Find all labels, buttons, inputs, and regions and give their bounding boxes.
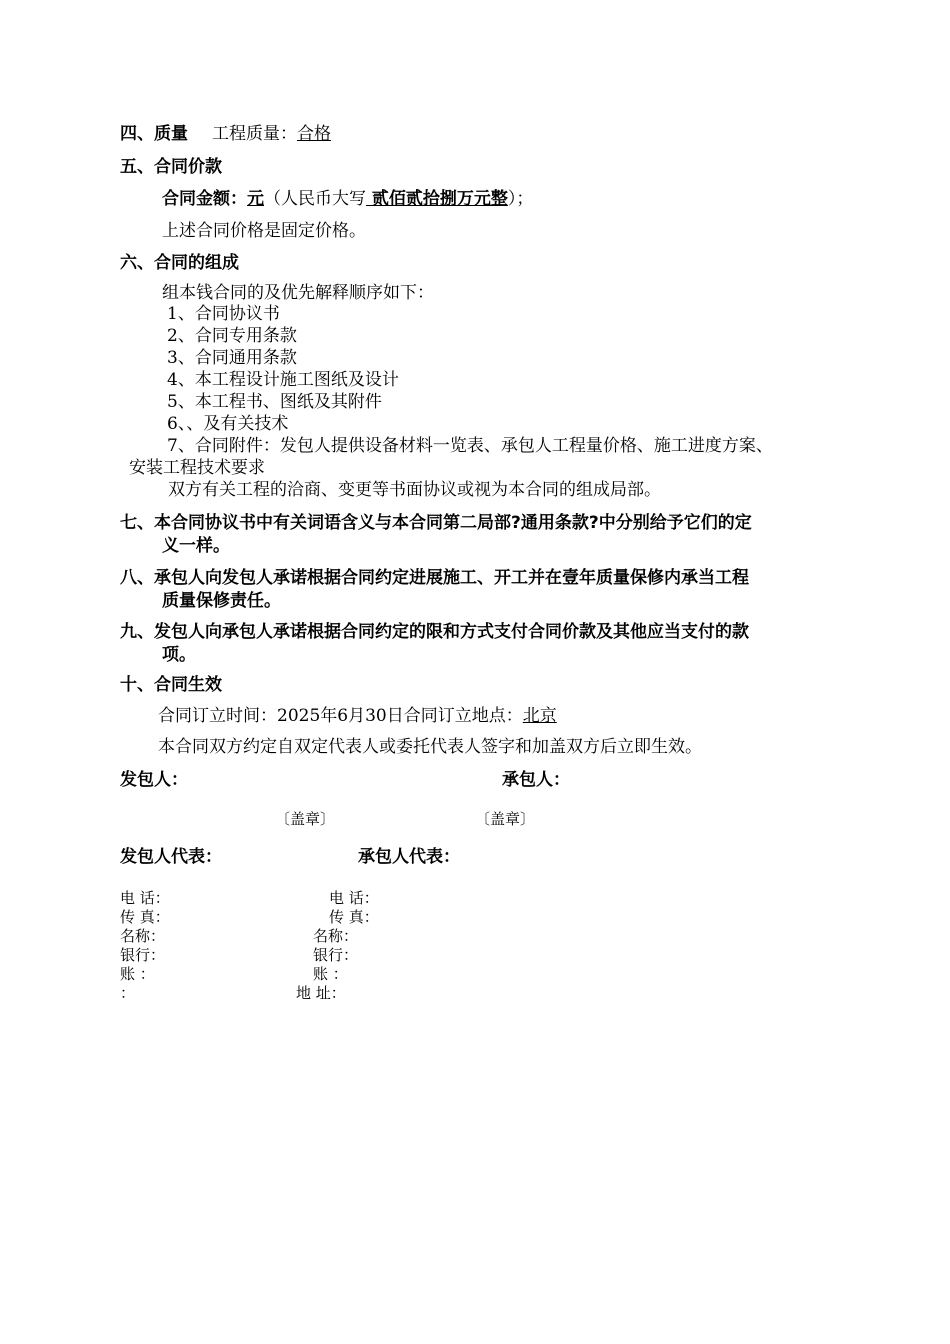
composition-item: 7、合同附件：发包人提供设备材料一览表、承包人工程量价格、施工进度方案、	[167, 436, 773, 456]
rmb-value: 贰佰贰拾捌万元整	[366, 189, 508, 209]
section-6-heading: 六、合同的组成	[120, 253, 239, 273]
contractor-rep-label: 承包人代表：	[358, 847, 460, 867]
composition-item: 2、合同专用条款	[167, 326, 297, 346]
contact-left-bank: 银行：	[120, 946, 166, 964]
employer-rep-label: 发包人代表：	[120, 847, 222, 867]
composition-item: 3、合同通用条款	[167, 348, 297, 368]
effectiveness-clause: 本合同双方约定自双定代表人或委托代表人签字和加盖双方后立即生效。	[158, 737, 702, 757]
contact-left-phone: 电 话：	[120, 889, 170, 907]
contact-left-address: ：	[120, 984, 136, 1002]
composition-item: 1、合同协议书	[167, 304, 280, 324]
section-8-line1: 八、承包人向发包人承诺根据合同约定进展施工、开工并在壹年质量保修内承当工程	[120, 568, 749, 588]
section-9-line2: 项。	[162, 645, 196, 665]
contact-right-fax: 传 真：	[329, 908, 379, 926]
amount-label: 合同金额：	[162, 189, 247, 209]
contact-right-account: 账 ：	[313, 965, 348, 983]
contact-left-name: 名称：	[120, 927, 166, 945]
section-9-line1: 九、发包人向承包人承诺根据合同约定的限和方式支付合同价款及其他应当支付的款	[120, 622, 749, 642]
contractor-label: 承包人：	[502, 770, 570, 790]
composition-item: 6、、及有关技术	[167, 414, 289, 434]
section-7-line2: 义一样。	[162, 536, 230, 556]
quality-value: 合格	[297, 124, 331, 144]
section-7-line1: 七、本合同协议书中有关词语含义与本合同第二局部?通用条款?中分别给予它们的定	[120, 513, 752, 533]
section-4-heading: 四、质量	[120, 124, 188, 144]
section-10-heading: 十、合同生效	[120, 675, 222, 695]
signing-place: 北京	[522, 706, 557, 726]
contact-left-account: 账 ：	[120, 965, 155, 983]
rmb-suffix: ）；	[507, 189, 534, 209]
section-4-line	[120, 124, 331, 145]
quality-label: 工程质量：	[212, 124, 297, 144]
seal-right: 〔盖章〕	[475, 810, 536, 828]
signing-info-line	[158, 706, 557, 727]
contract-amount-line	[162, 189, 533, 210]
contact-right-address: 地 址：	[296, 984, 346, 1002]
fixed-price-note: 上述合同价格是固定价格。	[162, 221, 366, 241]
section-8-line2: 质量保修责任。	[162, 591, 281, 611]
contact-right-bank: 银行：	[313, 946, 359, 964]
composition-closing: 双方有关工程的洽商、变更等书面协议或视为本合同的组成局部。	[168, 480, 661, 500]
composition-item: 4、本工程设计施工图纸及设计	[167, 370, 399, 390]
composition-item: 5、本工程书、图纸及其附件	[167, 392, 382, 412]
seal-left: 〔盖章〕	[275, 810, 336, 828]
employer-label: 发包人：	[120, 770, 188, 790]
composition-item-continuation: 安装工程技术要求	[129, 458, 265, 478]
signing-time: 合同订立时间：2025年6月30日合同订立地点：	[158, 706, 523, 726]
contact-left-fax: 传 真：	[120, 908, 170, 926]
amount-unit: 元	[247, 189, 264, 209]
rmb-prefix: （人民币大写	[264, 189, 366, 209]
section-5-heading: 五、合同价款	[120, 157, 222, 177]
contact-right-phone: 电 话：	[329, 889, 379, 907]
contact-right-name: 名称：	[313, 927, 359, 945]
composition-intro: 组本钱合同的及优先解释顺序如下：	[162, 283, 434, 303]
